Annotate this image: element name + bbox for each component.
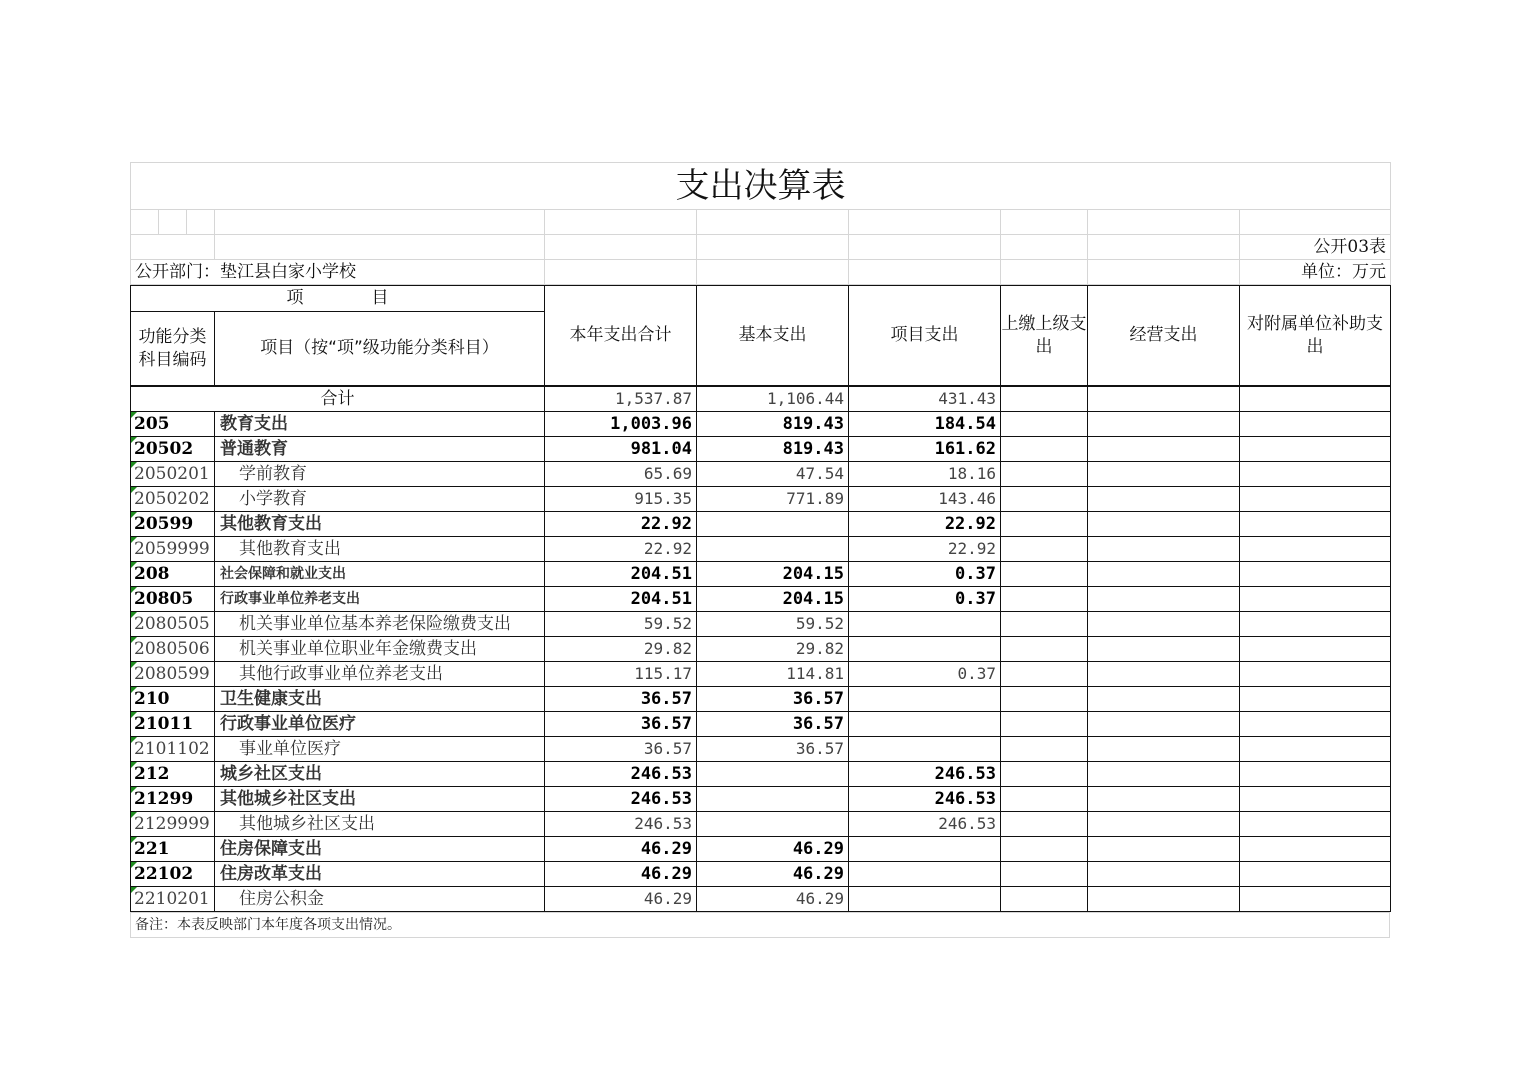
empty-cell [1001,687,1088,712]
table-row [131,412,1391,437]
row-code: 2080599 [131,662,215,687]
empty-cell [1088,687,1240,712]
row-project: 246.53 [849,762,1001,787]
empty-cell [1001,812,1088,837]
row-code: 2101102 [131,737,215,762]
empty-cell [1088,612,1240,637]
row-project [849,862,1001,887]
empty-cell [1088,587,1240,612]
empty-cell [1001,762,1088,787]
empty-cell [1240,812,1391,837]
table-row [131,762,1391,787]
empty-cell [1001,887,1088,912]
empty-cell [1240,887,1391,912]
note-table [130,912,1390,938]
row-project [849,687,1001,712]
empty-cell [1088,512,1240,537]
row-project: 161.62 [849,437,1001,462]
row-project: 143.46 [849,487,1001,512]
row-project [849,612,1001,637]
empty-cell [1240,687,1391,712]
row-code: 22102 [131,862,215,887]
header-upper: 上缴上级支出 [1001,286,1088,386]
row-name: 普通教育 [215,437,545,462]
header-item: 项 目 [131,286,545,312]
row-name: 机关事业单位基本养老保险缴费支出 [215,612,545,637]
row-basic [697,787,849,812]
expenditure-sheet [130,162,1390,942]
row-name: 城乡社区支出 [215,762,545,787]
row-basic: 36.57 [697,737,849,762]
row-name: 事业单位医疗 [215,737,545,762]
footnote: 备注：本表反映部门本年度各项支出情况。 [131,913,1390,938]
row-project: 0.37 [849,662,1001,687]
row-total: 46.29 [545,887,697,912]
row-name: 住房公积金 [215,887,545,912]
row-code: 2210201 [131,887,215,912]
row-total: 36.57 [545,737,697,762]
row-total: 204.51 [545,562,697,587]
header-name: 项目（按“项”级功能分类科目） [215,312,545,386]
row-code: 2080506 [131,637,215,662]
row-total: 246.53 [545,812,697,837]
row-code: 212 [131,762,215,787]
data-table [130,386,1391,912]
header-table [130,285,1391,386]
row-basic: 46.29 [697,862,849,887]
row-basic: 36.57 [697,712,849,737]
row-name: 小学教育 [215,487,545,512]
table-row [131,887,1391,912]
empty-cell [1088,887,1240,912]
table-row [131,512,1391,537]
table-row [131,437,1391,462]
row-name: 社会保障和就业支出 [215,562,545,587]
header-subsidy: 对附属单位补助支出 [1240,286,1391,386]
unit-label: 单位：万元 [1240,260,1391,285]
empty-cell [1240,787,1391,812]
empty-cell [1088,437,1240,462]
row-basic: 819.43 [697,437,849,462]
row-total: 36.57 [545,687,697,712]
row-code: 2050202 [131,487,215,512]
empty-cell [1240,437,1391,462]
row-total: 46.29 [545,862,697,887]
empty-cell [1088,712,1240,737]
empty-cell [1240,587,1391,612]
empty-cell [1001,787,1088,812]
empty-cell [1001,712,1088,737]
header-project: 项目支出 [849,286,1001,386]
empty-cell [1001,662,1088,687]
row-total: 29.82 [545,637,697,662]
row-code: 20502 [131,437,215,462]
row-total: 22.92 [545,512,697,537]
row-project: 0.37 [849,587,1001,612]
empty-cell [1240,412,1391,437]
header-total: 本年支出合计 [545,286,697,386]
table-row [131,812,1391,837]
table-row [131,537,1391,562]
row-basic: 204.15 [697,562,849,587]
row-basic: 46.29 [697,837,849,862]
empty-cell [1240,662,1391,687]
empty-cell [1001,462,1088,487]
row-total: 204.51 [545,587,697,612]
row-total: 115.17 [545,662,697,687]
form-number: 公开03表 [1240,235,1391,260]
row-code: 210 [131,687,215,712]
row-basic: 36.57 [697,687,849,712]
row-name: 其他行政事业单位养老支出 [215,662,545,687]
row-basic: 46.29 [697,887,849,912]
row-total: 36.57 [545,712,697,737]
row-code: 20805 [131,587,215,612]
table-row [131,712,1391,737]
empty-cell [1240,487,1391,512]
table-row [131,562,1391,587]
empty-cell [1001,412,1088,437]
row-code: 221 [131,837,215,862]
row-total: 915.35 [545,487,697,512]
empty-cell [1240,737,1391,762]
row-project [849,837,1001,862]
empty-cell [1088,637,1240,662]
table-row [131,637,1391,662]
row-project [849,637,1001,662]
empty-cell [1088,537,1240,562]
header-business: 经营支出 [1088,286,1240,386]
empty-cell [1088,412,1240,437]
row-total: 246.53 [545,762,697,787]
empty-cell [1001,437,1088,462]
row-code: 2080505 [131,612,215,637]
row-name: 其他城乡社区支出 [215,787,545,812]
row-name: 教育支出 [215,412,545,437]
row-project: 0.37 [849,562,1001,587]
empty-cell [1240,637,1391,662]
row-code: 2050201 [131,462,215,487]
table-row [131,462,1391,487]
page-title: 支出决算表 [131,163,1391,210]
row-basic: 59.52 [697,612,849,637]
empty-cell [1088,737,1240,762]
row-project [849,887,1001,912]
empty-cell [1001,487,1088,512]
header-basic: 基本支出 [697,286,849,386]
row-total: 246.53 [545,787,697,812]
row-project [849,712,1001,737]
table-row [131,612,1391,637]
table-row [131,487,1391,512]
row-name: 机关事业单位职业年金缴费支出 [215,637,545,662]
empty-cell [1001,862,1088,887]
table-row [131,787,1391,812]
row-name: 学前教育 [215,462,545,487]
row-total: 46.29 [545,837,697,862]
empty-cell [1088,662,1240,687]
row-project: 22.92 [849,537,1001,562]
row-total: 1,003.96 [545,412,697,437]
empty-cell [1240,612,1391,637]
department-label: 公开部门：垫江县白家小学校 [131,260,545,285]
row-code: 21011 [131,712,215,737]
row-total: 22.92 [545,537,697,562]
row-project: 18.16 [849,462,1001,487]
row-name: 其他教育支出 [215,537,545,562]
table-row [131,662,1391,687]
empty-cell [1240,562,1391,587]
row-project [849,737,1001,762]
empty-cell [1001,562,1088,587]
row-code: 208 [131,562,215,587]
total-sum: 1,537.87 [545,387,697,412]
empty-cell [1001,637,1088,662]
empty-cell [1240,862,1391,887]
total-row [131,387,1391,412]
table-row [131,862,1391,887]
row-project: 22.92 [849,512,1001,537]
row-code: 2129999 [131,812,215,837]
row-name: 住房改革支出 [215,862,545,887]
row-total: 981.04 [545,437,697,462]
empty-cell [1088,812,1240,837]
total-label: 合计 [131,387,545,412]
table-row [131,837,1391,862]
empty-cell [1088,862,1240,887]
row-basic: 114.81 [697,662,849,687]
row-name: 卫生健康支出 [215,687,545,712]
empty-cell [1001,512,1088,537]
empty-cell [1001,737,1088,762]
empty-cell [1240,837,1391,862]
table-row [131,687,1391,712]
empty-cell [1240,712,1391,737]
row-basic: 204.15 [697,587,849,612]
row-code: 2059999 [131,537,215,562]
total-basic: 1,106.44 [697,387,849,412]
empty-cell [1088,762,1240,787]
empty-cell [1088,462,1240,487]
empty-cell [1240,762,1391,787]
total-project: 431.43 [849,387,1001,412]
empty-cell [1001,537,1088,562]
row-name: 其他城乡社区支出 [215,812,545,837]
row-basic: 771.89 [697,487,849,512]
row-project: 246.53 [849,787,1001,812]
row-basic: 819.43 [697,412,849,437]
row-code: 20599 [131,512,215,537]
row-name: 行政事业单位养老支出 [215,587,545,612]
row-basic [697,512,849,537]
row-basic [697,812,849,837]
row-total: 65.69 [545,462,697,487]
row-basic [697,762,849,787]
empty-cell [1088,787,1240,812]
empty-cell [1088,562,1240,587]
sheet-table [130,162,1391,285]
row-code: 205 [131,412,215,437]
row-name: 行政事业单位医疗 [215,712,545,737]
row-basic: 47.54 [697,462,849,487]
row-basic [697,537,849,562]
empty-cell [1001,587,1088,612]
row-code: 21299 [131,787,215,812]
table-row [131,587,1391,612]
row-name: 住房保障支出 [215,837,545,862]
empty-cell [1240,537,1391,562]
row-total: 59.52 [545,612,697,637]
table-row [131,737,1391,762]
empty-cell [1240,512,1391,537]
row-project: 184.54 [849,412,1001,437]
empty-cell [1001,612,1088,637]
row-project: 246.53 [849,812,1001,837]
empty-cell [1088,837,1240,862]
empty-cell [1088,487,1240,512]
row-name: 其他教育支出 [215,512,545,537]
empty-cell [1240,462,1391,487]
header-code: 功能分类科目编码 [131,312,215,386]
empty-cell [1001,837,1088,862]
row-basic: 29.82 [697,637,849,662]
